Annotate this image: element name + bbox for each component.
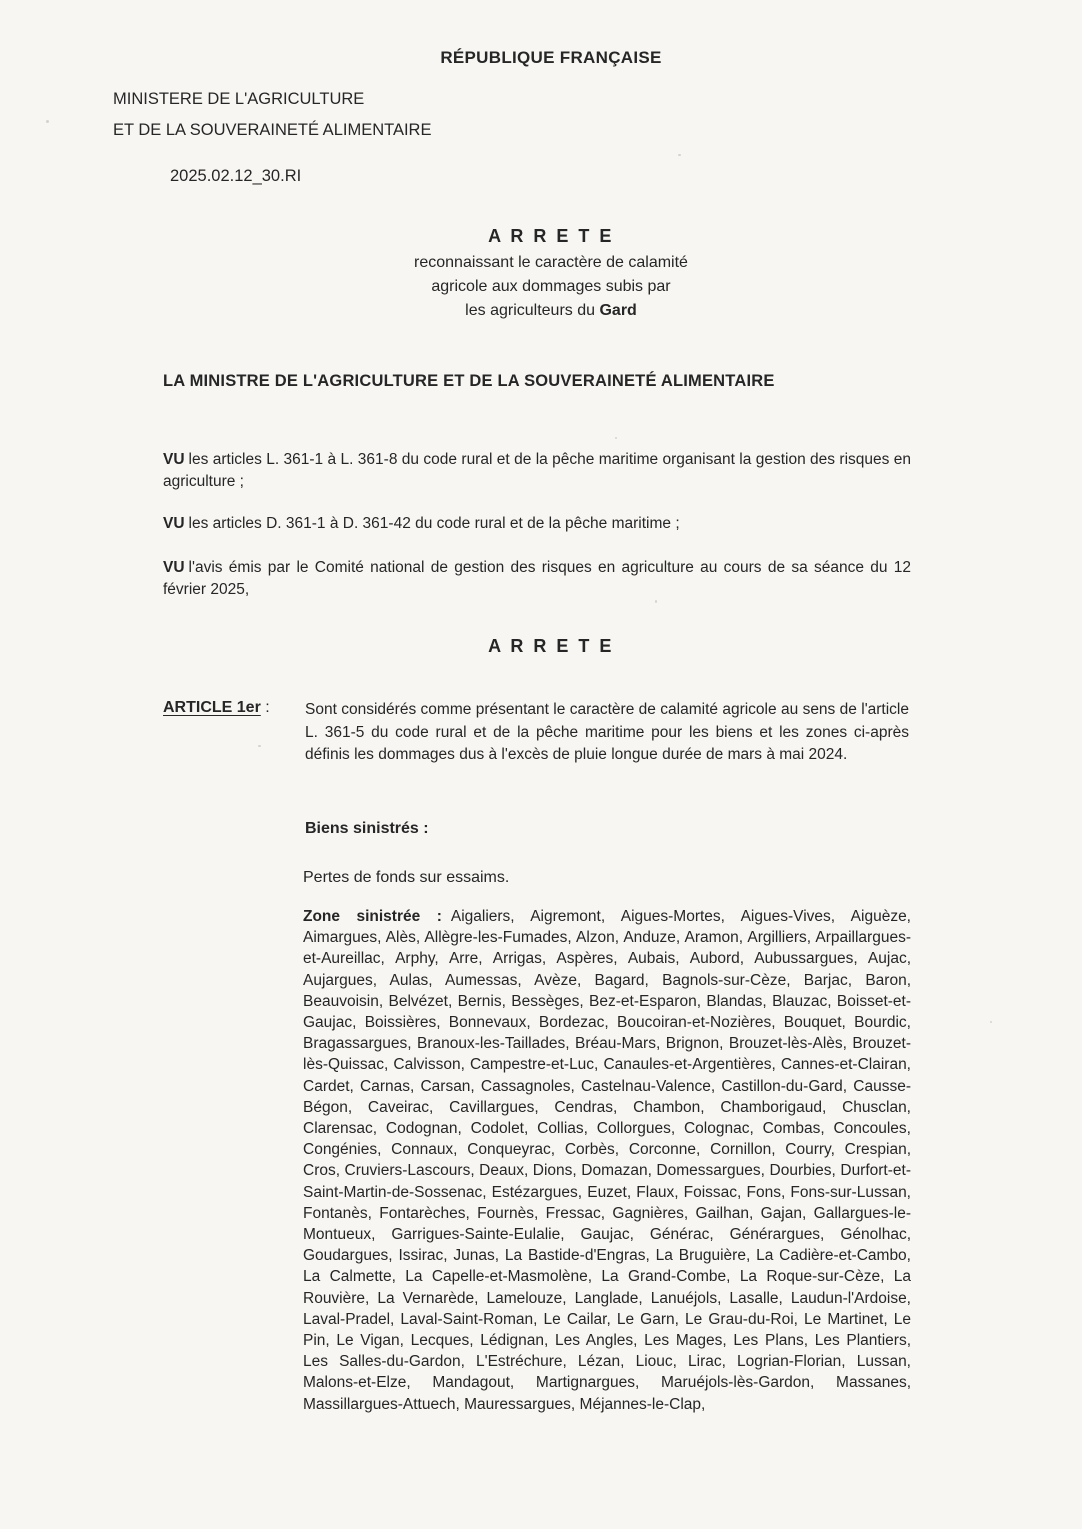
decree-subtitle-line2: agricole aux dommages subis par: [431, 278, 671, 295]
vu-clause-3-text: l'avis émis par le Comité national de gestion des risques en agriculture au cours de sa séance du 12 février 2025,: [163, 559, 911, 598]
enacting-heading: A R R E T E: [488, 636, 614, 656]
vu-clause-2-label: VU: [163, 515, 185, 532]
vu-clause-3: [163, 557, 911, 601]
decree-department-name: Gard: [599, 302, 637, 319]
vu-clause-2-text: les articles D. 361-1 à D. 361-42 du code rural et de la pêche maritime ;: [188, 515, 680, 532]
scan-speck: [678, 154, 681, 156]
decree-heading: [20, 224, 1082, 323]
article-1-label: [163, 699, 270, 717]
decree-subtitle-line3-prefix: les agriculteurs du: [465, 302, 600, 319]
republic-title: RÉPUBLIQUE FRANÇAISE: [440, 48, 662, 67]
vu-clause-3-label: VU: [163, 559, 185, 576]
article-1-body: Sont considérés comme présentant le caractère de calamité agricole au sens de l'article L. 361-5 du code rural et de la pêche maritime pour les biens et les zones ci-après définis les dommages dus à l'excès de pluie longue durée de mars à mai 2024.: [305, 701, 909, 763]
minister-heading: LA MINISTRE DE L'AGRICULTURE ET DE LA SOUVERAINETÉ ALIMENTAIRE: [163, 372, 775, 390]
damaged-zone-label: Zone sinistrée :: [303, 908, 442, 925]
article-1-label-separator: :: [260, 699, 270, 716]
vu-clause-1-label: VU: [163, 451, 185, 468]
decree-subtitle-line1: reconnaissant le caractère de calamité: [414, 254, 688, 271]
scan-speck: [258, 745, 261, 747]
decree-title: A R R E T E: [488, 226, 614, 246]
vu-clause-1-text: les articles L. 361-1 à L. 361-8 du code rural et de la pêche maritime organisant la gestion des risques en agriculture ;: [163, 451, 911, 490]
decree-subtitle-line3: [20, 299, 1082, 323]
damaged-goods-label: Biens sinistrés :: [305, 820, 429, 837]
ministry-name-line1: MINISTERE DE L'AGRICULTURE: [113, 90, 365, 108]
scan-speck: [655, 600, 657, 603]
damaged-goods-text: Pertes de fonds sur essaims.: [303, 869, 510, 886]
scan-speck: [990, 1021, 992, 1023]
article-1-label-text: ARTICLE 1er: [163, 699, 261, 716]
reference-number: 2025.02.12_30.RI: [170, 167, 302, 185]
damaged-zone-paragraph: [303, 906, 911, 1415]
scan-speck: [46, 120, 49, 123]
vu-clause-2: [163, 513, 911, 535]
damaged-zone-communes: Aigaliers, Aigremont, Aigues-Mortes, Aigues-Vives, Aiguèze, Aimargues, Alès, Allègre-les-Fumades, Alzon, Anduze, Aramon, Argilliers, Arpaillargues-et-Aureillac, Arphy, Arre, Arrigas, Aspères, Aubais, Aubord, Aubussargues, Aujac, Aujargues, Aulas, Aumessas, Avèze, Bagard, Bagnols-sur-Cèze, Barjac, Baron, Beauvoisin, Belvézet, Bernis, Bessèges, Bez-et-Esparon, Blandas, Blauzac, Boisset-et-Gaujac, Boissières, Bonnevaux, Bordezac, Boucoiran-et-Nozières, Bouquet, Bourdic, Bragassargues, Branoux-les-Taillades, Bréau-Mars, Brignon, Brouzet-lès-Alès, Brouzet-lès-Quissac, Calvisson, Campestre-et-Luc, Canaules-et-Argentières, Cannes-et-Clairan, Cardet, Carnas, Carsan, Cassagnoles, Castelnau-Valence, Castillon-du-Gard, Causse-Bégon, Caveirac, Cavillargues, Cendras, Chambon, Chamborigaud, Chusclan, Clarensac, Codognan, Codolet, Collias, Collorgues, Colognac, Combas, Concoules, Congénies, Connaux, Conqueyrac, Corbès, Corconne, Cornillon, Courry, Crespian, Cros, Cruviers-Lascours, Deaux, Dions, Domazan, Domessargues, Dourbies, Durfort-et-Saint-Martin-de-Sossenac, Estézargues, Euzet, Flaux, Foissac, Fons, Fons-sur-Lussan, Fontanès, Fontarèches, Fournès, Fressac, Gagnières, Gailhan, Gajan, Gallargues-le-Montueux, Garrigues-Sainte-Eulalie, Gaujac, Générac, Générargues, Génolhac, Goudargues, Issirac, Junas, La Bastide-d'Engras, La Bruguière, La Cadière-et-Cambo, La Calmette, La Capelle-et-Masmolène, La Grand-Combe, La Roque-sur-Cèze, La Rouvière, La Vernarède, Lamelouze, Langlade, Lanuéjols, Lasalle, Laudun-l'Ardoise, Laval-Pradel, Laval-Saint-Roman, Le Cailar, Le Garn, Le Grau-du-Roi, Le Martinet, Le Pin, Le Vigan, Lecques, Lédignan, Les Angles, Les Mages, Les Plans, Les Plantiers, Les Salles-du-Gardon, L'Estréchure, Lézan, Liouc, Lirac, Logrian-Florian, Lussan, Malons-et-Elze, Mandagout, Martignargues, Maruéjols-lès-Gardon, Massanes, Massillargues-Attuech, Mauressargues, Méjannes-le-Clap,: [303, 908, 911, 1413]
ministry-name-line2: ET DE LA SOUVERAINETÉ ALIMENTAIRE: [113, 121, 432, 139]
vu-clause-1: [163, 449, 911, 493]
scan-speck: [615, 437, 617, 439]
